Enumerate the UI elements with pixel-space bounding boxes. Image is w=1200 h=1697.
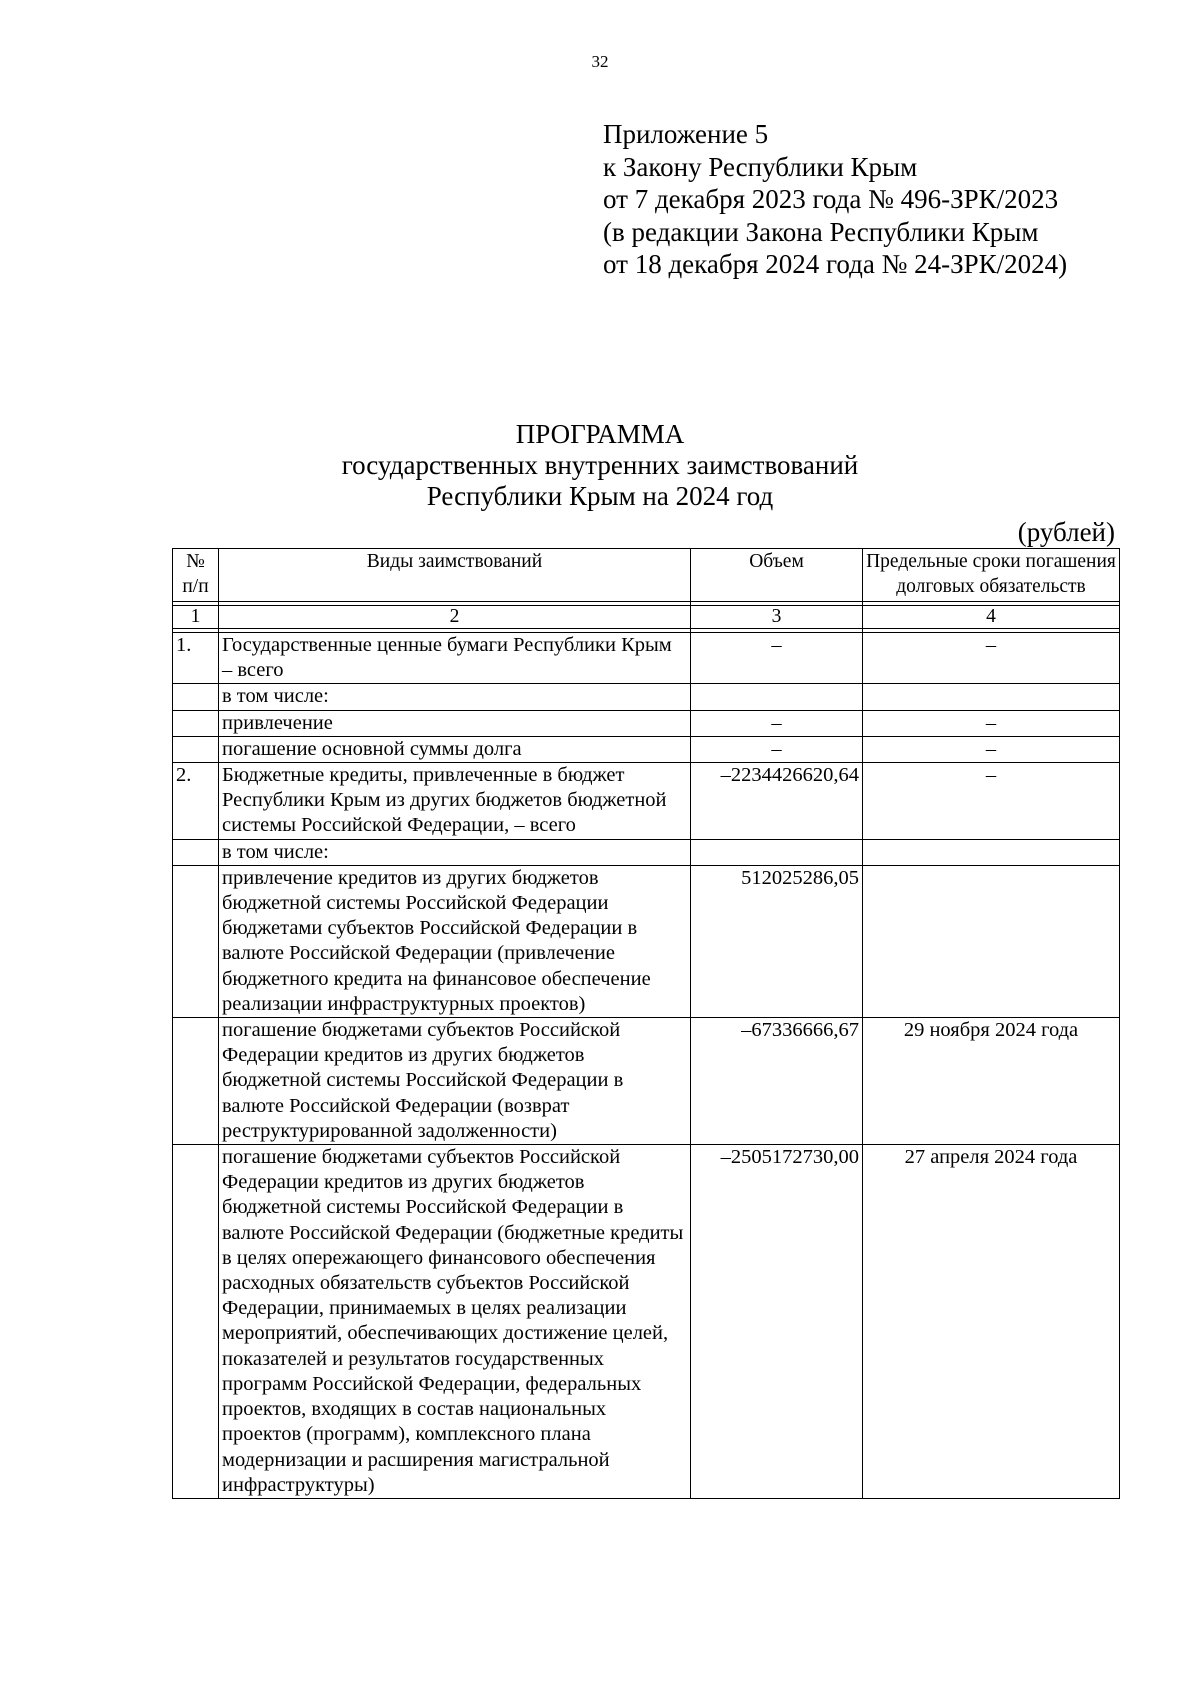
row-description: Государственные ценные бумаги Республики Крым – всего bbox=[219, 633, 691, 684]
row-volume: – bbox=[691, 633, 863, 684]
appendix-line: Приложение 5 bbox=[603, 119, 769, 149]
table-row bbox=[173, 633, 1120, 684]
row-terms: – bbox=[863, 736, 1120, 762]
row-terms bbox=[863, 684, 1120, 710]
row-number bbox=[173, 839, 219, 865]
appendix-reference bbox=[603, 118, 1067, 281]
row-terms bbox=[863, 865, 1120, 1017]
column-number: 2 bbox=[219, 606, 691, 629]
appendix-line: от 18 декабря 2024 года № 24-ЗРК/2024) bbox=[603, 249, 1068, 279]
row-number bbox=[173, 736, 219, 762]
page-number: 32 bbox=[591, 52, 609, 71]
row-number bbox=[173, 1145, 219, 1499]
row-description: привлечение bbox=[219, 710, 691, 736]
column-numbers-row bbox=[173, 606, 1120, 629]
row-number bbox=[173, 865, 219, 1017]
title-line-3: Республики Крым на 2024 год bbox=[426, 481, 774, 511]
row-description: погашение бюджетами субъектов Российской Федерации кредитов из других бюджетов бюджетной системы Российской Федерации в валюте Российской Федерации (возврат реструктурированной задолженности) bbox=[219, 1018, 691, 1145]
row-description: в том числе: bbox=[219, 684, 691, 710]
table-row bbox=[173, 710, 1120, 736]
header-terms: Предельные сроки погашения долговых обязательств bbox=[863, 549, 1120, 602]
row-number: 2. bbox=[173, 763, 219, 840]
table-header-row bbox=[173, 549, 1120, 602]
row-terms: – bbox=[863, 633, 1120, 684]
row-terms: 29 ноября 2024 года bbox=[863, 1018, 1120, 1145]
row-volume bbox=[691, 839, 863, 865]
header-volume: Объем bbox=[691, 549, 863, 602]
appendix-line: к Закону Республики Крым bbox=[603, 151, 918, 182]
row-volume: –67336666,67 bbox=[691, 1018, 863, 1145]
row-number bbox=[173, 684, 219, 710]
header-num: № п/п bbox=[173, 549, 219, 602]
column-number: 1 bbox=[173, 606, 219, 629]
unit-label: (рублей) bbox=[1017, 517, 1115, 547]
row-number bbox=[173, 1018, 219, 1145]
row-number: 1. bbox=[173, 633, 219, 684]
title-line-2: государственных внутренних заимствований bbox=[341, 450, 859, 480]
row-description: погашение основной суммы долга bbox=[219, 736, 691, 762]
table-row bbox=[173, 736, 1120, 762]
row-volume: –2234426620,64 bbox=[691, 763, 863, 840]
row-volume bbox=[691, 684, 863, 710]
row-terms: – bbox=[863, 710, 1120, 736]
row-terms: – bbox=[863, 763, 1120, 840]
row-description: привлечение кредитов из других бюджетов бюджетной системы Российской Федерации бюджетами субъектов Российской Федерации в валюте Российской Федерации (привлечение бюджетного кредита на финансовое обеспечение реализации инфраструктурных проектов) bbox=[219, 865, 691, 1017]
row-terms bbox=[863, 839, 1120, 865]
table-row bbox=[173, 684, 1120, 710]
row-volume: 512025286,05 bbox=[691, 865, 863, 1017]
row-volume: –2505172730,00 bbox=[691, 1145, 863, 1499]
table-row bbox=[173, 839, 1120, 865]
row-terms: 27 апреля 2024 года bbox=[863, 1145, 1120, 1499]
row-volume: – bbox=[691, 710, 863, 736]
header-type: Виды заимствований bbox=[219, 549, 691, 602]
appendix-line: (в редакции Закона Республики Крым bbox=[603, 216, 1039, 247]
table-row bbox=[173, 865, 1120, 1017]
row-description: в том числе: bbox=[219, 839, 691, 865]
table-row bbox=[173, 1018, 1120, 1145]
borrowing-program-table bbox=[172, 548, 1120, 1499]
appendix-line: от 7 декабря 2023 года № 496-ЗРК/2023 bbox=[603, 184, 1059, 214]
column-number: 3 bbox=[691, 606, 863, 629]
row-description: Бюджетные кредиты, привлеченные в бюджет Республики Крым из других бюджетов бюджетной системы Российской Федерации, – всего bbox=[219, 763, 691, 840]
column-number: 4 bbox=[863, 606, 1120, 629]
row-number bbox=[173, 710, 219, 736]
row-volume: – bbox=[691, 736, 863, 762]
row-description: погашение бюджетами субъектов Российской Федерации кредитов из других бюджетов бюджетной системы Российской Федерации в валюте Российской Федерации (бюджетные кредиты в целях опережающего финансового обеспечения расходных обязательств субъектов Российской Федерации, принимаемых в целях реализации мероприятий, обеспечивающих достижение целей, показателей и результатов государственных программ Российской Федерации, федеральных проектов, входящих в состав национальных проектов (программ), комплексного плана модернизации и расширения магистральной инфраструктуры) bbox=[219, 1145, 691, 1499]
table-row bbox=[173, 763, 1120, 840]
title-line-1: ПРОГРАММА bbox=[515, 419, 685, 449]
table-row bbox=[173, 1145, 1120, 1499]
document-title bbox=[0, 419, 1200, 512]
